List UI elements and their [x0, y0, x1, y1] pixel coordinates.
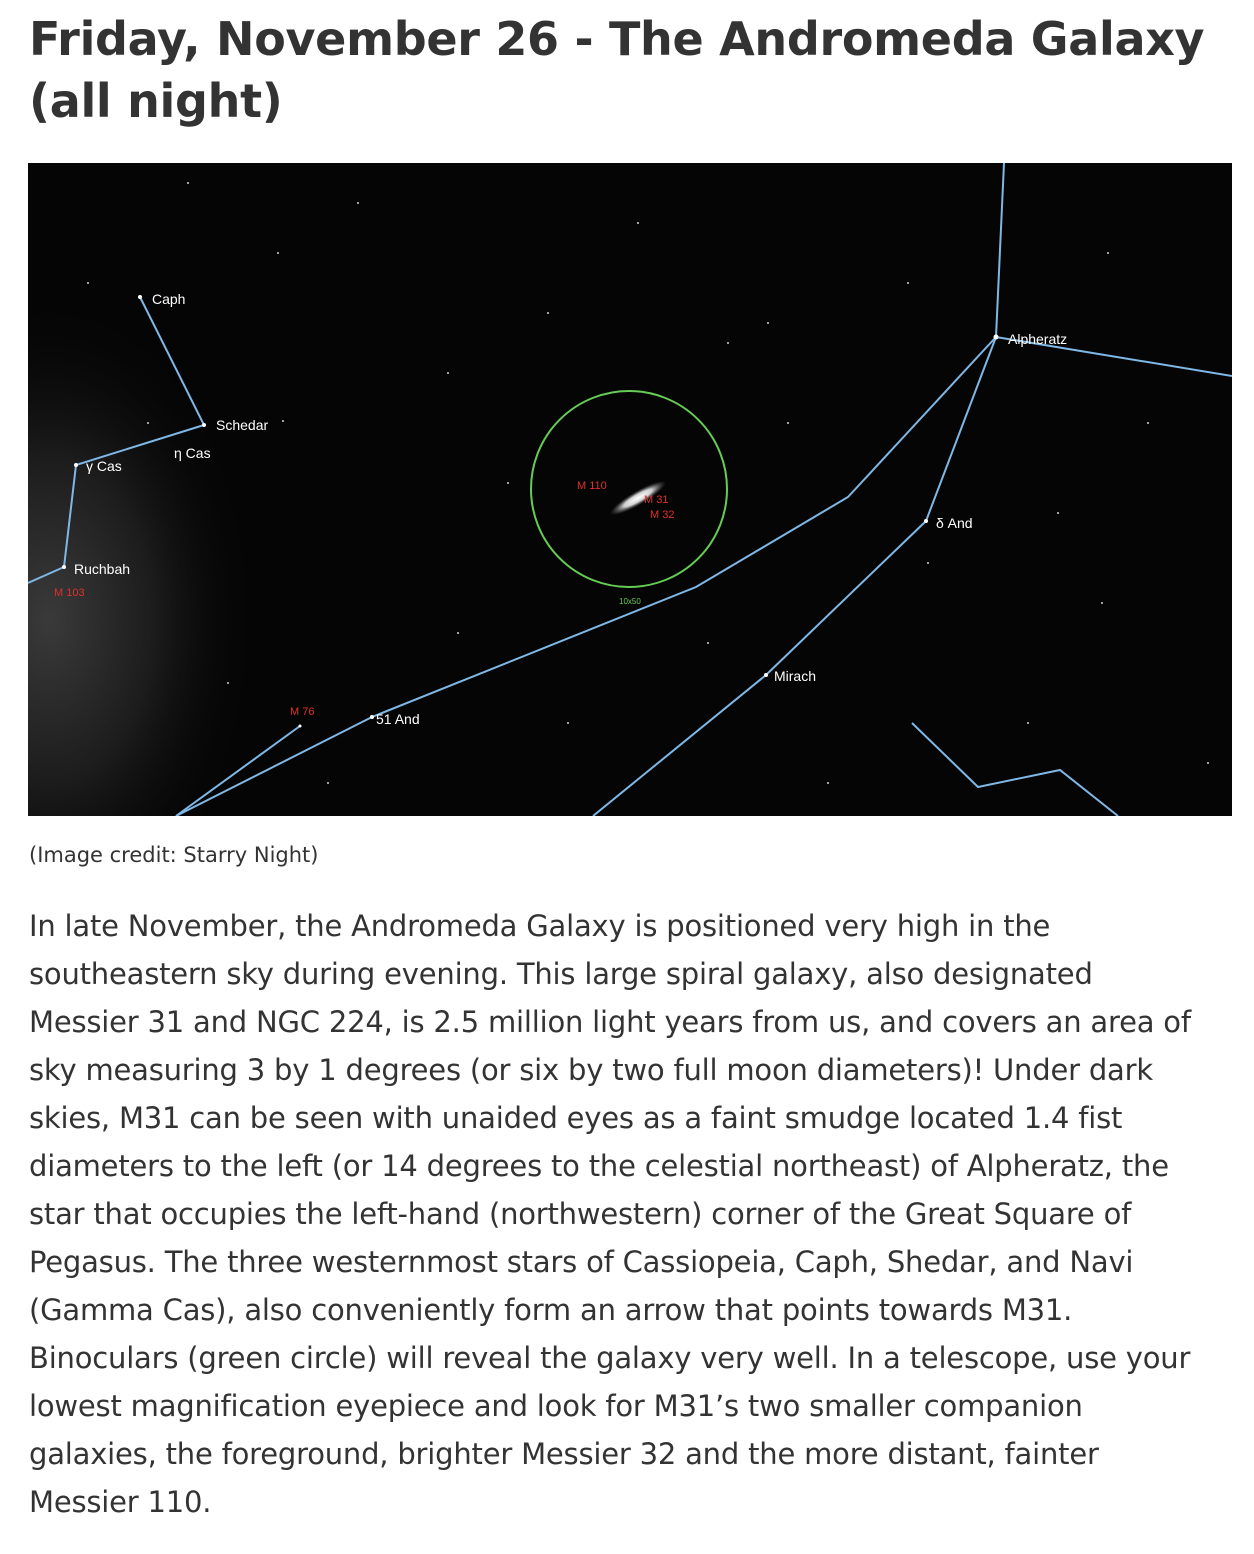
- article-body: [29, 902, 1229, 1526]
- label-m76: M 76: [290, 706, 315, 718]
- label-schedar: Schedar: [216, 417, 269, 433]
- label-51-and: 51 And: [376, 711, 420, 727]
- body-line: star that occupies the left-hand (northwestern) corner of the Great Square of: [29, 1197, 1132, 1231]
- body-line: skies, M31 can be seen with unaided eyes as a faint smudge located 1.4 fist: [29, 1101, 1123, 1135]
- label-mirach: Mirach: [774, 668, 817, 684]
- body-line: lowest magnification eyepiece and look for M31’s two smaller companion: [29, 1389, 1083, 1423]
- body-line: galaxies, the foreground, brighter Messier 32 and the more distant, fainter: [29, 1437, 1099, 1471]
- label-ruchbah: Ruchbah: [74, 561, 131, 577]
- label-binoculars: 10x50: [619, 597, 641, 606]
- label-alpheratz: Alpheratz: [1008, 331, 1068, 347]
- body-line: In late November, the Andromeda Galaxy is positioned very high in the: [29, 909, 1051, 943]
- label-caph: Caph: [152, 291, 186, 307]
- body-line: Messier 31 and NGC 224, is 2.5 million light years from us, and covers an area of: [29, 1005, 1191, 1039]
- image-credit: (Image credit: Starry Night): [29, 843, 319, 867]
- label-m103: M 103: [54, 587, 85, 599]
- label-m110: M 110: [577, 480, 607, 492]
- label-gamma-cas: γ Cas: [86, 458, 122, 474]
- label-eta-cas: η Cas: [174, 445, 211, 461]
- star-chart-image: [28, 163, 1232, 816]
- label-m32: M 32: [650, 509, 675, 521]
- article-title: Friday, November 26 - The Andromeda Galaxy (all night): [29, 12, 1205, 128]
- body-line: (Gamma Cas), also conveniently form an arrow that points towards M31.: [29, 1293, 1073, 1327]
- body-line: sky measuring 3 by 1 degrees (or six by two full moon diameters)! Under dark: [29, 1053, 1153, 1087]
- label-delta-and: δ And: [936, 515, 973, 531]
- body-line: Binoculars (green circle) will reveal the galaxy very well. In a telescope, use your: [29, 1341, 1191, 1375]
- star-chart-svg: [28, 163, 1232, 816]
- body-line: Messier 110.: [29, 1485, 212, 1519]
- body-line: southeastern sky during evening. This large spiral galaxy, also designated: [29, 957, 1093, 991]
- body-line: Pegasus. The three westernmost stars of Cassiopeia, Caph, Shedar, and Navi: [29, 1245, 1134, 1279]
- label-m31: M 31: [644, 494, 669, 506]
- body-line: diameters to the left (or 14 degrees to the celestial northeast) of Alpheratz, the: [29, 1149, 1169, 1183]
